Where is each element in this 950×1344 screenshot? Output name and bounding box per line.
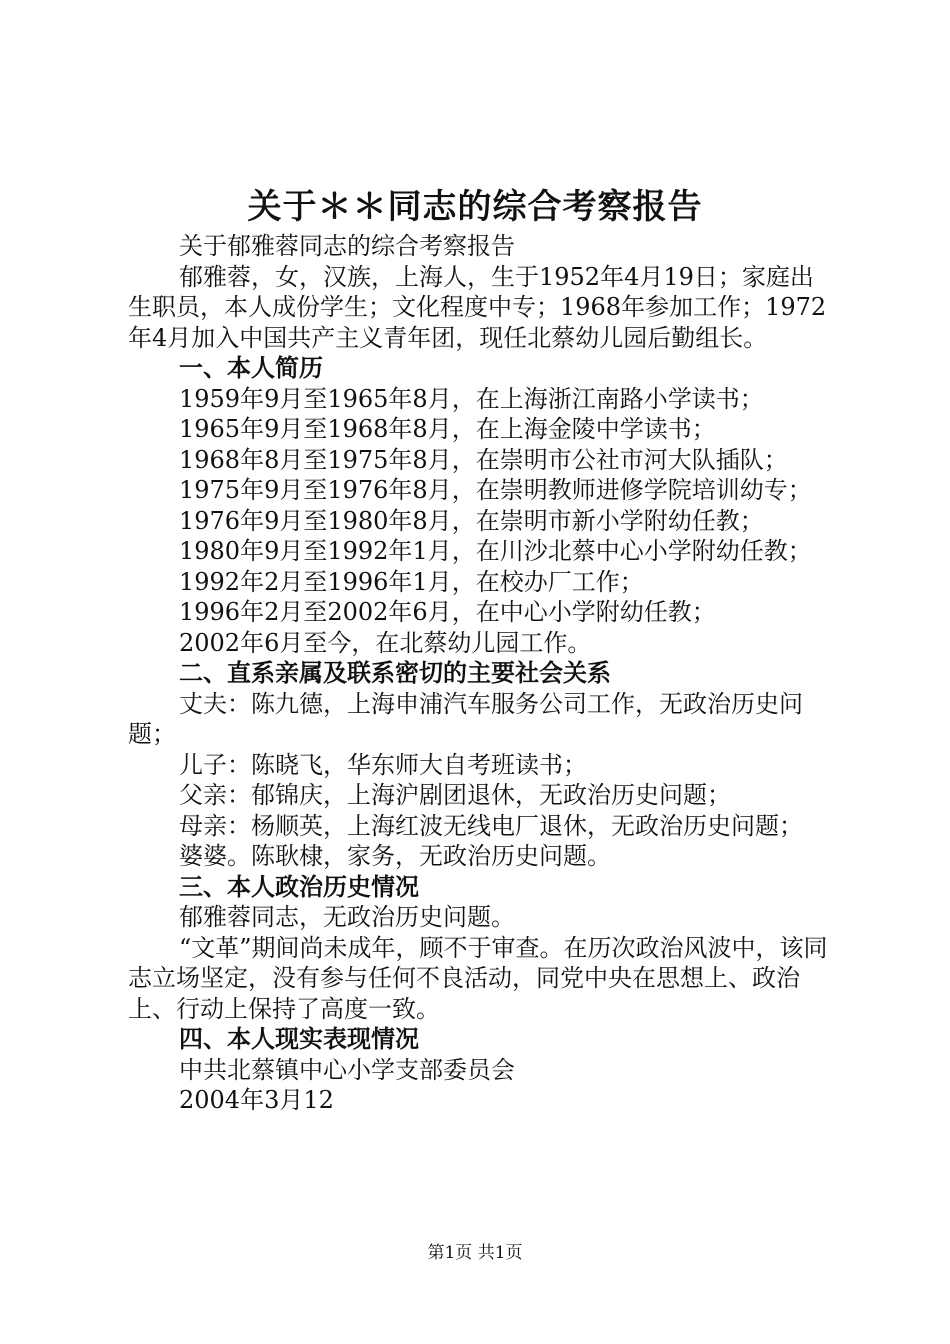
resume-item: 1975年9月至1976年8月，在崇明教师进修学院培训幼专； [179,476,812,504]
resume-item: 1992年2月至1996年1月，在校办厂工作； [179,567,644,596]
relative-item: 母亲：杨顺英，上海红波无线电厂退休，无政治历史问题； [179,811,803,840]
section-heading-resume: 一、本人简历 [179,354,323,382]
resume-item: 1980年9月至1992年1月，在川沙北蔡中心小学附幼任教； [179,537,812,565]
resume-item: 1968年8月至1975年8月，在崇明市公社市河大队插队； [179,445,788,474]
section-heading-political-history: 三、本人政治历史情况 [179,872,419,901]
relative-item: 父亲：郁锦庆，上海沪剧团退休，无政治历史问题； [179,781,731,809]
document-body [128,231,834,1116]
section-heading-relatives: 二、直系亲属及联系密切的主要社会关系 [179,659,611,687]
resume-item: 1996年2月至2002年6月，在中心小学附幼任教； [179,598,716,626]
section-heading-performance: 四、本人现实表现情况 [179,1025,419,1053]
signature-date: 2004年3月12 [179,1086,334,1114]
resume-item: 1976年9月至1980年8月，在崇明市新小学附幼任教； [179,506,764,535]
resume-item: 1959年9月至1965年8月，在上海浙江南路小学读书； [179,384,764,413]
political-history-paragraph: 郁雅蓉同志，无政治历史问题。 [179,903,515,931]
relative-item: 婆婆。陈耿棣，家务，无政治历史问题。 [179,842,611,870]
page-footer: 第1页 共1页 [427,1243,523,1263]
resume-item: 2002年6月至今，在北蔡幼儿园工作。 [179,628,592,657]
relative-item: 丈夫：陈九德，上海申浦汽车服务公司工作，无政治历史问题； [128,689,803,748]
political-history-paragraph: “文革”期间尚未成年，顾不于审查。在历次政治风波中，该同志立场坚定，没有参与任何不良活动，同党中央在思想上、政治上、行动上保持了高度一致。 [128,933,828,1023]
intro-paragraph: 郁雅蓉，女，汉族，上海人，生于1952年4月19日；家庭出生职员，本人成份学生；文化程度中专；1968年参加工作；1972年4月加入中国共产主义青年团，现任北蔡幼儿园后勤组长。 [128,262,827,352]
resume-item: 1965年9月至1968年8月，在上海金陵中学读书； [179,415,716,443]
relative-item: 儿子：陈晓飞，华东师大自考班读书； [179,750,587,779]
resume-list [128,384,834,659]
signature-organization: 中共北蔡镇中心小学支部委员会 [179,1055,515,1084]
intro-title: 关于郁雅蓉同志的综合考察报告 [179,232,515,260]
document-title: 关于＊＊同志的综合考察报告 [247,187,703,227]
